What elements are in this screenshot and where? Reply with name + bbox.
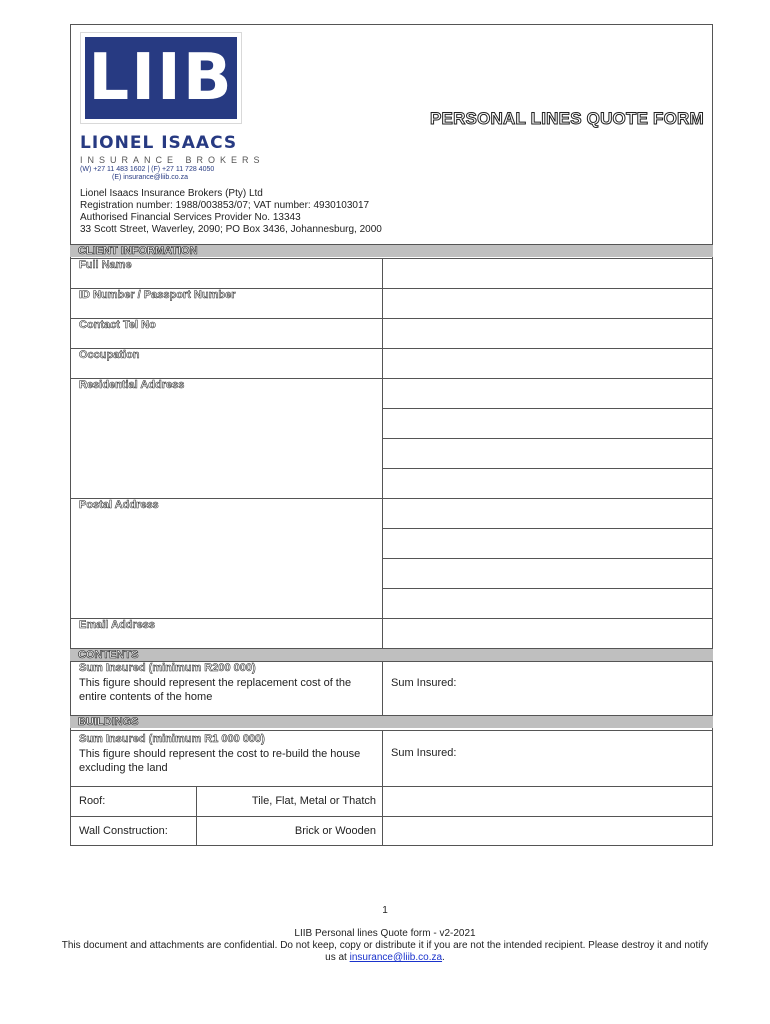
buildings-sum-insured-label: Sum Insured: — [391, 747, 457, 759]
confidential-text: This document and attachments are confidential. Do not keep, copy or distribute it if you are not the intended recipient. Please destroy it and notify us at — [61, 940, 709, 963]
row-divider — [70, 258, 713, 259]
liib-logo — [80, 32, 242, 124]
logo-background — [85, 37, 237, 119]
client-information-header: CLIENT INFORMATION — [70, 244, 713, 257]
brand-name: LIONEL ISAACS — [80, 133, 238, 153]
id-number-label: ID Number / Passport Number — [79, 289, 236, 301]
postal-address-field[interactable] — [384, 500, 712, 617]
row-divider — [70, 786, 713, 787]
buildings-description-line2: excluding the land — [79, 762, 168, 774]
company-name: Lionel Isaacs Insurance Brokers (Pty) Ltd — [80, 188, 263, 199]
contents-sum-insured-label: Sum Insured: — [391, 677, 457, 689]
row-divider — [70, 498, 713, 499]
row-divider — [70, 816, 713, 817]
wall-construction-options: Brick or Wooden — [294, 825, 376, 837]
residential-address-field[interactable] — [384, 380, 712, 497]
column-divider — [196, 786, 197, 846]
company-info — [80, 188, 382, 236]
id-number-field[interactable] — [384, 290, 712, 317]
roof-field[interactable] — [384, 788, 712, 815]
buildings-header: BUILDINGS — [70, 715, 713, 728]
roof-label: Roof: — [79, 795, 106, 807]
buildings-description-line1: This figure should represent the cost to re-build the house — [79, 748, 361, 760]
company-fsp: Authorised Financial Services Provider No. 13343 — [80, 212, 301, 223]
row-divider — [70, 348, 713, 349]
wall-construction-field[interactable] — [384, 818, 712, 845]
contents-sum-insured-field[interactable] — [384, 662, 712, 714]
row-divider — [70, 288, 713, 289]
row-divider — [70, 318, 713, 319]
row-divider — [70, 730, 713, 731]
brand-contact-email: (E) insurance@liib.co.za — [112, 174, 188, 181]
occupation-label: Occupation — [79, 349, 140, 361]
row-divider — [70, 378, 713, 379]
buildings-sum-insured-field[interactable] — [384, 732, 712, 785]
row-divider — [70, 618, 713, 619]
form-title: PERSONAL LINES QUOTE FORM — [430, 109, 704, 128]
residential-address-label: Residential Address — [79, 379, 185, 391]
footer-period: . — [442, 952, 445, 963]
column-divider — [382, 258, 383, 648]
email-address-field[interactable] — [384, 620, 712, 647]
contact-email-link[interactable]: insurance@liib.co.za — [349, 952, 443, 963]
company-address: 33 Scott Street, Waverley, 2090; PO Box 3436, Johannesburg, 2000 — [80, 224, 382, 235]
brand-contact-phone: (W) +27 11 483 1602 | (F) +27 11 728 4050 — [80, 166, 215, 173]
postal-address-label: Postal Address — [79, 499, 159, 511]
contents-sum-insured-heading: Sum Insured (minimum R200 000) — [79, 662, 256, 674]
contact-tel-label: Contact Tel No — [79, 319, 156, 331]
footer-form-version: LIIB Personal lines Quote form - v2-2021 — [294, 928, 476, 939]
contents-header: CONTENTS — [70, 648, 713, 661]
contents-description-line2: entire contents of the home — [79, 691, 213, 703]
roof-options: Tile, Flat, Metal or Thatch — [251, 795, 376, 807]
logo-text: LIIB — [88, 41, 234, 115]
company-registration: Registration number: 1988/003853/07; VAT number: 4930103017 — [80, 200, 370, 211]
contents-description-line1: This figure should represent the replacement cost of the — [79, 677, 352, 689]
wall-construction-label: Wall Construction: — [79, 825, 168, 837]
email-address-label: Email Address — [79, 619, 156, 631]
column-divider — [382, 661, 383, 715]
contact-tel-field[interactable] — [384, 320, 712, 347]
column-divider — [382, 730, 383, 846]
buildings-sum-insured-heading: Sum Insured (minimum R1 000 000) — [79, 733, 265, 745]
full-name-label: Full Name — [79, 259, 132, 271]
brand-subtitle: INSURANCE BROKERS — [80, 155, 265, 165]
full-name-field[interactable] — [384, 260, 712, 287]
page-number: 1 — [382, 905, 388, 916]
occupation-field[interactable] — [384, 350, 712, 377]
footer-confidential-note — [60, 940, 710, 964]
